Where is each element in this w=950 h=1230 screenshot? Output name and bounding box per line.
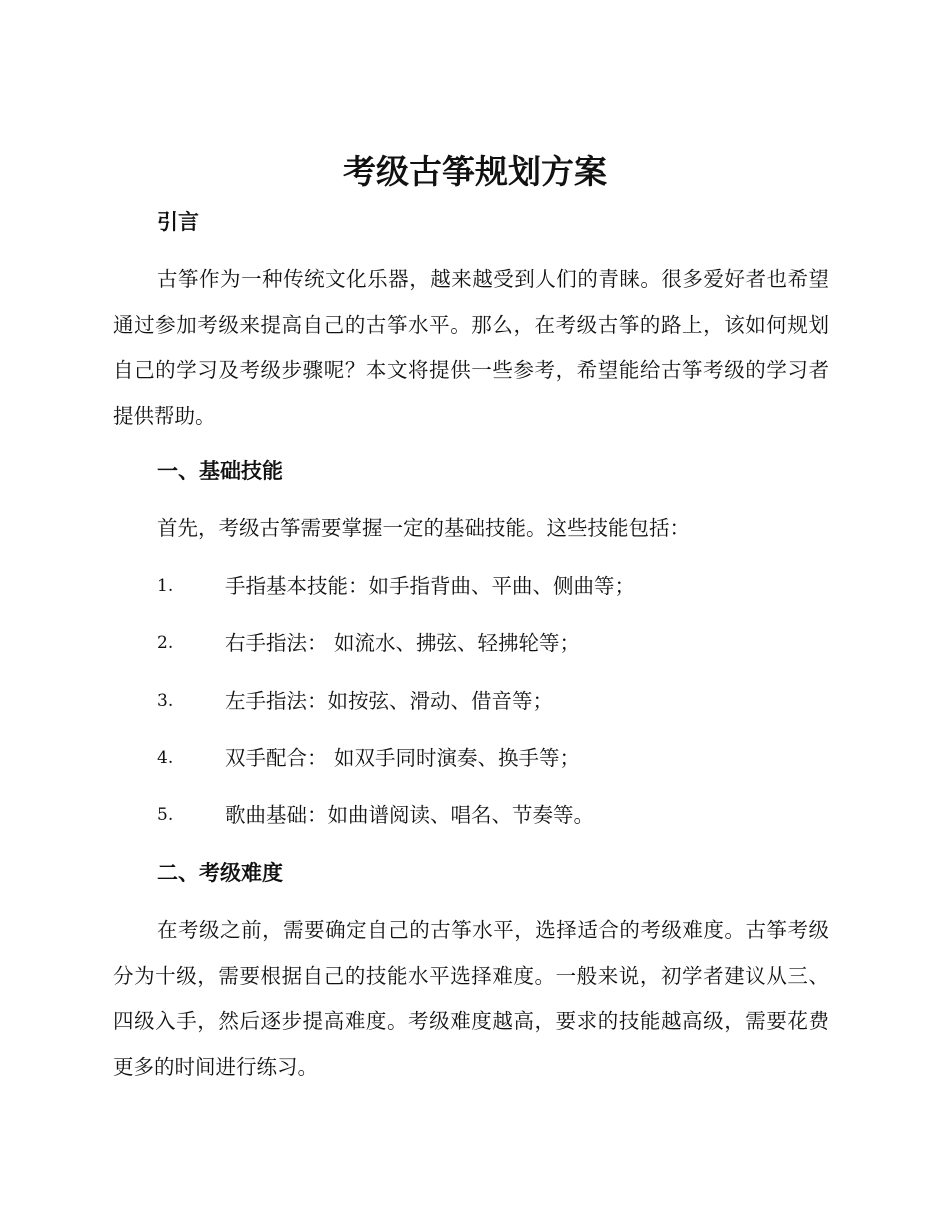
difficulty-paragraph: 在考级之前，需要确定自己的古筝水平，选择适合的考级难度。古筝考级分为十级，需要根据自己的技能水平选择难度。一般来说，初学者建议从三、四级入手，然后逐步提高难度。考级难度越高，要求的技能越高级，需要花费更多的时间进行练习。: [113, 918, 829, 1079]
list-item: [157, 629, 829, 657]
list-item: [157, 572, 829, 600]
list-item: [157, 801, 829, 829]
basics-lead: 首先，考级古筝需要掌握一定的基础技能。这些技能包括：: [157, 516, 690, 540]
list-text: 歌曲基础：如曲谱阅读、唱名、节奏等。: [225, 803, 594, 827]
list-text: 右手指法： 如流水、拂弦、轻拂轮等；: [225, 631, 581, 655]
list-number: 3.: [157, 691, 174, 711]
list-text: 左手指法：如按弦、滑动、借音等；: [225, 689, 553, 713]
list-item: [157, 744, 829, 772]
list-text: 双手配合： 如双手同时演奏、换手等；: [225, 746, 581, 770]
section-heading-basics: 一、基础技能: [157, 459, 283, 483]
list-number: 1.: [157, 576, 174, 596]
list-number: 4.: [157, 748, 174, 768]
document-title: 考级古筝规划方案: [343, 152, 607, 191]
intro-paragraph: 古筝作为一种传统文化乐器，越来越受到人们的青睐。很多爱好者也希望通过参加考级来提高自己的古筝水平。那么，在考级古筝的路上，该如何规划自己的学习及考级步骤呢？本文将提供一些参考，希望能给古筝考级的学习者提供帮助。: [113, 267, 829, 428]
list-number: 2.: [157, 633, 174, 653]
section-heading-difficulty: 二、考级难度: [157, 861, 283, 885]
list-item: [157, 687, 829, 715]
list-text: 手指基本技能：如手指背曲、平曲、侧曲等；: [225, 574, 635, 598]
section-heading-intro: 引言: [157, 210, 199, 234]
list-number: 5.: [157, 805, 174, 825]
